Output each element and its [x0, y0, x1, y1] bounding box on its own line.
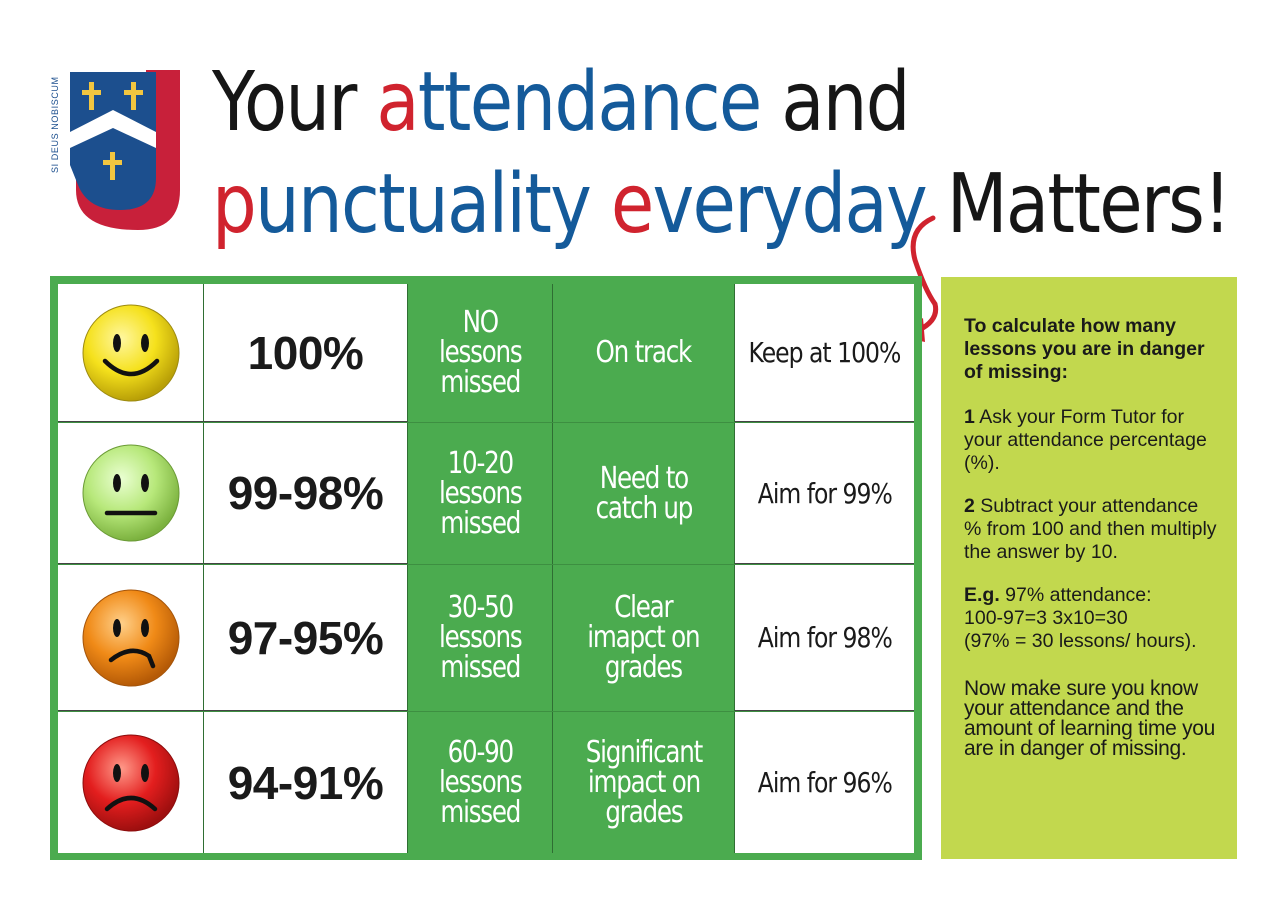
- table-row: [58, 423, 914, 565]
- face-cell: [58, 423, 204, 564]
- status-cell: [553, 565, 735, 711]
- status-text: Clear imapct on grades: [587, 590, 700, 685]
- attendance-percent: 94-91%: [227, 756, 384, 809]
- lessons-missed: 30-50 lessons missed: [438, 590, 522, 685]
- status-cell: [553, 284, 735, 422]
- face-cell: [58, 284, 204, 422]
- percent-cell: [204, 284, 408, 422]
- missed-cell: [408, 284, 553, 422]
- school-crest-logo: [58, 60, 203, 235]
- status-cell: [553, 423, 735, 564]
- lessons-missed: 60-90 lessons missed: [438, 734, 522, 830]
- worried-face-icon: [79, 586, 183, 690]
- page-title: [212, 52, 1230, 256]
- lessons-missed: NO lessons missed: [438, 305, 522, 400]
- status-cell: [553, 712, 735, 853]
- percent-cell: [204, 423, 408, 564]
- sad-face-icon: [79, 731, 183, 835]
- happy-face-icon: [79, 301, 183, 405]
- title-line-2: punctuality everyday Matters!: [212, 157, 1230, 252]
- aim-text: Aim for 98%: [757, 621, 892, 654]
- step-1: 1 Ask your Form Tutor for your attendance percentage (%).: [964, 406, 1207, 474]
- aim-cell: [735, 284, 914, 422]
- percent-cell: [204, 712, 408, 853]
- example: E.g. 97% attendance: 100-97=3 3x10=30 (97% = 30 lessons/ hours).: [964, 584, 1197, 652]
- table-row: [58, 712, 914, 853]
- aim-text: Aim for 99%: [757, 476, 892, 510]
- calculation-panel: [941, 277, 1237, 859]
- school-motto: SI DEUS NOBISCUM: [50, 76, 60, 173]
- panel-heading: To calculate how many lessons you are in danger of missing:: [964, 315, 1205, 383]
- aim-cell: [735, 712, 914, 853]
- status-text: Significant impact on grades: [585, 734, 702, 830]
- face-cell: [58, 565, 204, 711]
- table-row: [58, 565, 914, 712]
- missed-cell: [408, 712, 553, 853]
- missed-cell: [408, 565, 553, 711]
- lessons-missed: 10-20 lessons missed: [438, 445, 522, 541]
- attendance-percent: 97-95%: [227, 611, 384, 664]
- aim-cell: [735, 565, 914, 711]
- attendance-percent: 99-98%: [227, 467, 384, 519]
- percent-cell: [204, 565, 408, 711]
- table-row: [58, 284, 914, 423]
- aim-text: Aim for 96%: [757, 766, 892, 799]
- aim-cell: [735, 423, 914, 564]
- neutral-face-icon: [79, 441, 183, 545]
- missed-cell: [408, 423, 553, 564]
- attendance-table: [50, 276, 922, 860]
- step-2: 2 Subtract your attendance % from 100 and then multiply the answer by 10.: [964, 495, 1217, 563]
- status-text: On track: [595, 335, 692, 370]
- closing-note: Now make sure you know your attendance and the amount of learning time you are in danger of missing.: [964, 677, 1216, 760]
- aim-text: Keep at 100%: [748, 336, 901, 369]
- status-text: Need to catch up: [595, 460, 692, 526]
- title-line-1: Your attendance and: [212, 55, 909, 150]
- attendance-percent: 100%: [247, 326, 364, 379]
- face-cell: [58, 712, 204, 853]
